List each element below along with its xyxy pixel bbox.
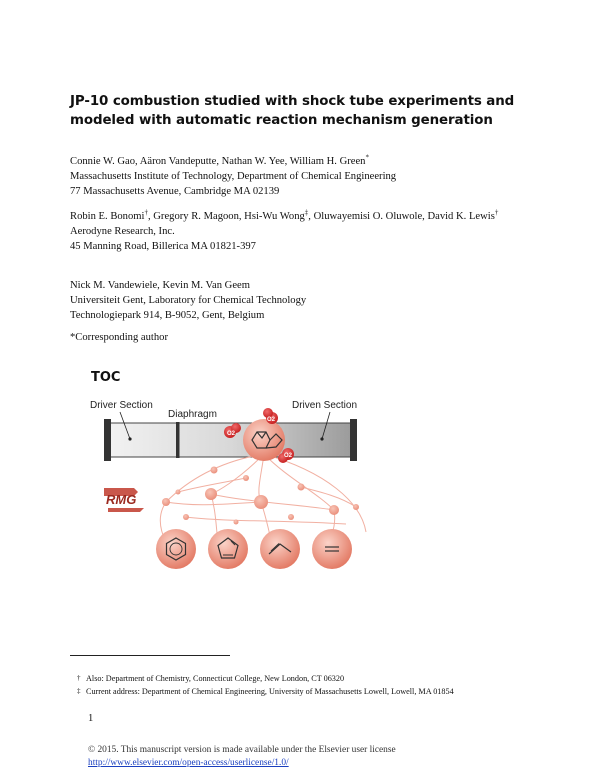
network-node xyxy=(211,467,218,474)
network-node xyxy=(183,514,189,520)
footnotes xyxy=(77,672,454,698)
network-node xyxy=(288,514,294,520)
author-group-gent xyxy=(70,278,532,324)
network-node xyxy=(234,520,239,525)
diaphragm-label: Diaphragm xyxy=(168,409,217,420)
corresponding-mark: * xyxy=(365,153,369,162)
network-node xyxy=(254,495,268,509)
product-node-ethylene xyxy=(312,529,352,569)
license-notice xyxy=(88,744,396,770)
author-list: Nick M. Vandewiele, Kevin M. Van Geem xyxy=(70,280,250,291)
product-node-cyclopentadiene xyxy=(208,529,248,569)
toc-graphic xyxy=(86,392,386,580)
driven-section-label: Driven Section xyxy=(292,400,358,411)
network-node xyxy=(353,504,359,510)
rmg-label: RMG xyxy=(106,492,137,507)
affiliation: Aerodyne Research, Inc. xyxy=(70,226,175,238)
tube-left-cap xyxy=(104,419,111,461)
toc-heading: TOC xyxy=(91,370,121,385)
svg-text:O2: O2 xyxy=(267,417,276,423)
product-node-propene xyxy=(260,529,300,569)
affiliation: Massachusetts Institute of Technology, Department of Chemical Engineering xyxy=(70,171,397,183)
rmg-logo xyxy=(104,488,144,512)
author-list: Connie W. Gao, Aäron Vandeputte, Nathan W. Yee, William H. Green* xyxy=(70,153,369,167)
footnote-rule xyxy=(70,655,230,656)
driven-pointer-dot xyxy=(320,437,323,440)
author-group-mit xyxy=(70,154,532,200)
tube-right-cap xyxy=(350,419,357,461)
address: Technologiepark 914, B-9052, Gent, Belgium xyxy=(70,310,265,322)
corresponding-author-note: *Corresponding author xyxy=(70,332,168,343)
affiliation: Universiteit Gent, Laboratory for Chemical Technology xyxy=(70,295,307,307)
paper-title: JP-10 combustion studied with shock tube experiments and modeled with automatic reaction mechanism generation xyxy=(70,94,515,128)
author-group-aerodyne xyxy=(70,209,532,255)
product-node-benzene xyxy=(156,529,196,569)
network-node xyxy=(162,498,170,506)
address: 45 Manning Road, Billerica MA 01821-397 xyxy=(70,241,256,253)
license-link[interactable]: http://www.elsevier.com/open-access/userlicense/1.0/ xyxy=(88,758,289,768)
address: 77 Massachusetts Avenue, Cambridge MA 02139 xyxy=(70,186,280,198)
author-list: Robin E. Bonomi†, Gregory R. Magoon, Hsi-Wu Wong‡, Oluwayemisi O. Oluwole, David K. Lewis† xyxy=(70,208,499,222)
jp10-molecule-node xyxy=(243,419,285,461)
footnote: † Also: Department of Chemistry, Connecticut College, New London, CT 06320 xyxy=(77,674,345,683)
driver-section-label: Driver Section xyxy=(90,400,153,411)
license-text: © 2015. This manuscript version is made available under the Elsevier user license xyxy=(88,745,396,755)
page-number: 1 xyxy=(88,713,94,724)
network-node xyxy=(329,505,339,515)
network-node xyxy=(298,484,305,491)
network-node xyxy=(243,475,249,481)
svg-text:O2: O2 xyxy=(227,431,236,437)
footnote: ‡ Current address: Department of Chemical Engineering, University of Massachusetts Lowell, Lowell, MA 01854 xyxy=(77,687,454,696)
network-node xyxy=(176,490,181,495)
network-node xyxy=(205,488,217,500)
diaphragm xyxy=(176,422,180,458)
driver-pointer-dot xyxy=(128,437,131,440)
svg-text:O2: O2 xyxy=(284,453,293,459)
